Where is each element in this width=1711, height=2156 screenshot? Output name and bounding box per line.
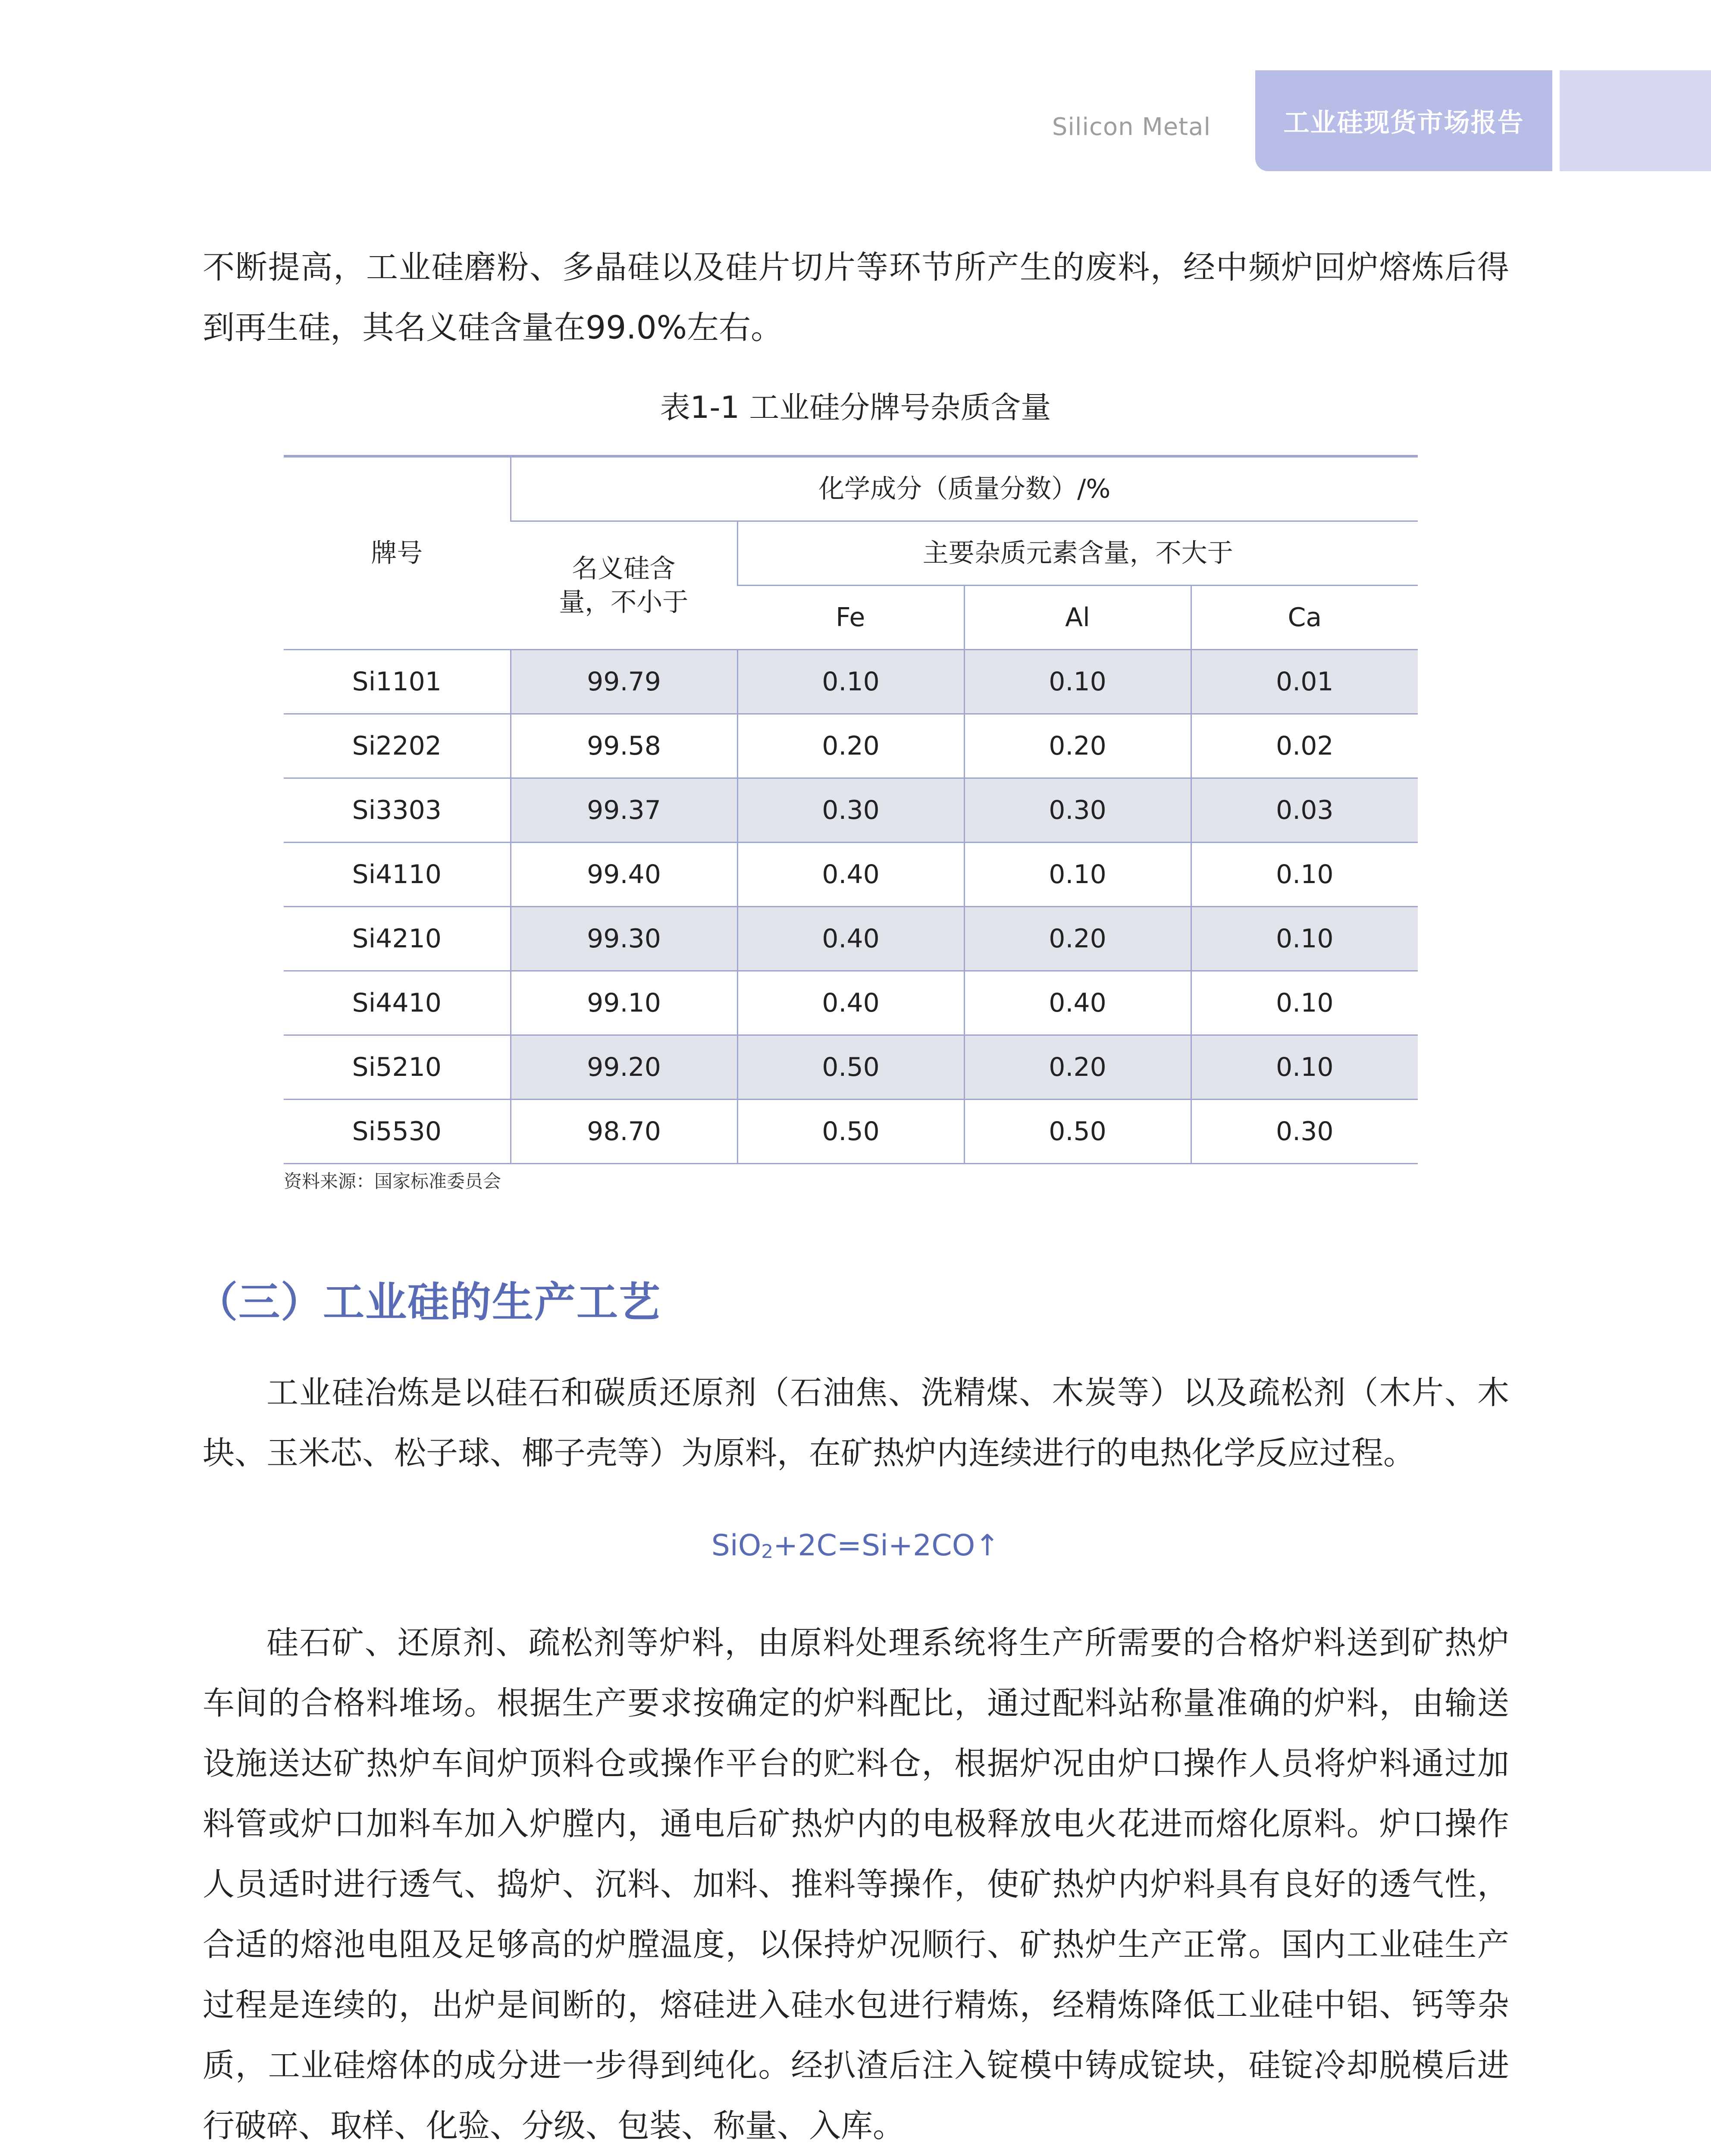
cell-si: 99.58 <box>511 714 737 778</box>
cell-fe: 0.20 <box>737 714 964 778</box>
cell-grade: Si5530 <box>284 1100 511 1164</box>
cell-si: 99.79 <box>511 650 737 714</box>
process-paragraph-1: 工业硅冶炼是以硅石和碳质还原剂（石油焦、洗精煤、木炭等）以及疏松剂（木片、木块、玉米芯、松子球、椰子壳等）为原料，在矿热炉内连续进行的电热化学反应过程。 <box>203 1374 1509 1472</box>
cell-al: 0.10 <box>964 843 1191 907</box>
cell-al: 0.10 <box>964 650 1191 714</box>
cell-si: 99.30 <box>511 907 737 971</box>
cell-grade: Si4110 <box>284 843 511 907</box>
formula-subscript: 2 <box>761 1541 774 1563</box>
cell-grade: Si5210 <box>284 1035 511 1100</box>
cell-fe: 0.40 <box>737 907 964 971</box>
cell-grade: Si2202 <box>284 714 511 778</box>
cell-al: 0.20 <box>964 1035 1191 1100</box>
table-row <box>284 778 1418 843</box>
cell-si: 99.37 <box>511 778 737 843</box>
formula-part-1: SiO <box>711 1529 761 1563</box>
header-chem-comp: 化学成分（质量分数）/% <box>511 456 1418 521</box>
cell-al: 0.20 <box>964 907 1191 971</box>
cell-si: 99.20 <box>511 1035 737 1100</box>
cell-grade: Si1101 <box>284 650 511 714</box>
table-title: 表1-1 工业硅分牌号杂质含量 <box>660 390 1051 425</box>
header-english-title: Silicon Metal <box>1052 113 1211 141</box>
cell-fe: 0.30 <box>737 778 964 843</box>
cell-ca: 0.10 <box>1191 1035 1418 1100</box>
cell-grade: Si4410 <box>284 971 511 1035</box>
cell-si: 99.40 <box>511 843 737 907</box>
process-paragraph-2: 硅石矿、还原剂、疏松剂等炉料，由原料处理系统将生产所需要的合格炉料送到矿热炉车间的合格料堆场。根据生产要求按确定的炉料配比，通过配料站称量准确的炉料，由输送设施送达矿热炉车间炉顶料仓或操作平台的贮料仓，根据炉况由炉口操作人员将炉料通过加料管或炉口加料车加入炉膛内，通电后矿热炉内的电极释放电火花进而熔化原料。炉口操作人员适时进行透气、捣炉、沉料、加料、推料等操作，使矿热炉内炉料具有良好的透气性，合适的熔池电阻及足够高的炉膛温度，以保持炉况顺行、矿热炉生产正常。国内工业硅生产过程是连续的，出炉是间断的，熔硅进入硅水包进行精炼，经精炼降低工业硅中铝、钙等杂质，工业硅熔体的成分进一步得到纯化。经扒渣后注入锭模中铸成锭块，硅锭冷却脱模后进行破碎、取样、化验、分级、包装、称量、入库。 <box>203 1624 1509 2144</box>
cell-fe: 0.10 <box>737 650 964 714</box>
table-row <box>284 1035 1418 1100</box>
cell-al: 0.30 <box>964 778 1191 843</box>
report-title-label: 工业硅现货市场报告 <box>1283 108 1524 138</box>
cell-al: 0.20 <box>964 714 1191 778</box>
formula-part-2: +2C=Si+2CO↑ <box>773 1529 1000 1563</box>
table-header-row <box>284 456 1418 521</box>
table-row <box>284 843 1418 907</box>
header-impurities: 主要杂质元素含量，不大于 <box>737 521 1418 586</box>
intro-paragraph: 不断提高，工业硅磨粉、多晶硅以及硅片切片等环节所产生的废料，经中频炉回炉熔炼后得到再生硅，其名义硅含量在99.0%左右。 <box>203 249 1509 346</box>
header-fe: Fe <box>737 586 964 650</box>
cell-fe: 0.40 <box>737 971 964 1035</box>
cell-si: 99.10 <box>511 971 737 1035</box>
cell-ca: 0.10 <box>1191 971 1418 1035</box>
table-row <box>284 650 1418 714</box>
cell-ca: 0.01 <box>1191 650 1418 714</box>
table-row <box>284 907 1418 971</box>
table-row <box>284 1100 1418 1164</box>
cell-grade: Si3303 <box>284 778 511 843</box>
section-title: （三）工业硅的生产工艺 <box>196 1278 661 1326</box>
cell-fe: 0.40 <box>737 843 964 907</box>
cell-fe: 0.50 <box>737 1100 964 1164</box>
grade-impurity-table <box>284 455 1418 1164</box>
cell-al: 0.50 <box>964 1100 1191 1164</box>
cell-si: 98.70 <box>511 1100 737 1164</box>
cell-ca: 0.02 <box>1191 714 1418 778</box>
header-al: Al <box>964 586 1191 650</box>
cell-ca: 0.03 <box>1191 778 1418 843</box>
cell-ca: 0.30 <box>1191 1100 1418 1164</box>
header-ca: Ca <box>1191 586 1418 650</box>
report-title-tab <box>1255 70 1552 171</box>
cell-al: 0.40 <box>964 971 1191 1035</box>
header-grade: 牌号 <box>284 456 511 650</box>
table-source-note: 资料来源：国家标准委员会 <box>284 1171 501 1192</box>
cell-ca: 0.10 <box>1191 907 1418 971</box>
table-row <box>284 714 1418 778</box>
header-decor-block <box>1560 70 1711 171</box>
cell-fe: 0.50 <box>737 1035 964 1100</box>
cell-grade: Si4210 <box>284 907 511 971</box>
cell-ca: 0.10 <box>1191 843 1418 907</box>
chemical-formula <box>0 1524 1711 1573</box>
header-nominal-si-label: 名义硅含量，不小于 <box>559 553 689 617</box>
header-nominal-si <box>511 521 737 650</box>
table-row <box>284 971 1418 1035</box>
